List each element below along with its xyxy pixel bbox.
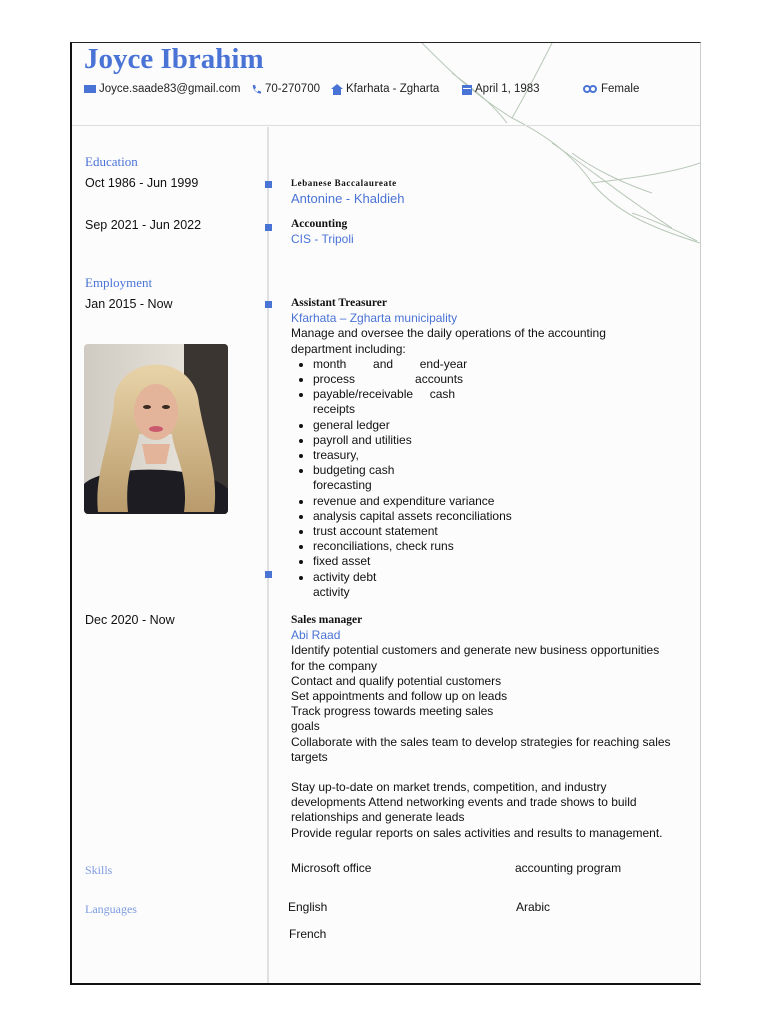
birth-text: April 1, 1983	[475, 83, 540, 95]
timeline-marker	[265, 571, 272, 578]
timeline-marker	[265, 224, 272, 231]
duty-item: • general ledger	[313, 418, 696, 433]
duty-item: • month and end-year	[313, 357, 696, 372]
education-entry-2	[291, 217, 696, 247]
duties-list	[291, 357, 696, 600]
home-icon	[331, 84, 343, 95]
header-divider	[72, 125, 700, 126]
sales-line: Identify potential customers and generate new business opportunities	[291, 643, 660, 658]
skill-item: accounting program	[515, 861, 622, 875]
candidate-name: Joyce Ibrahim	[84, 43, 264, 75]
employment-title-2: Sales manager	[291, 614, 363, 626]
employment-intro-1: Manage and oversee the daily operations of the accounting department including:	[291, 326, 606, 356]
skill-item: Microsoft office	[291, 861, 372, 875]
duty-item: receipts	[313, 402, 356, 417]
resume-page	[70, 42, 701, 985]
language-item: Arabic	[516, 900, 551, 914]
employment-place-1: Kfarhata – Zgharta municipality	[291, 311, 458, 326]
phone-contact	[251, 83, 320, 95]
language-item: English	[288, 900, 328, 914]
duty-item: • payroll and utilities	[313, 433, 696, 448]
sales-line: Contact and qualify potential customers	[291, 673, 502, 688]
education-entry-1	[291, 176, 696, 206]
employment-entry-2	[291, 613, 701, 841]
duty-item: • payable/receivable cash	[313, 387, 696, 402]
sales-line: Stay up-to-date on market trends, competition, and industry	[291, 780, 607, 795]
sales-line: for the company	[291, 658, 378, 673]
education-title-2: Accounting	[291, 218, 348, 230]
education-title-1: Lebanese Baccalaureate	[291, 178, 397, 188]
sales-line: goals	[291, 719, 320, 734]
envelope-icon	[84, 84, 96, 94]
duty-item: • budgeting cash	[313, 463, 696, 478]
phone-text: 70-270700	[265, 83, 320, 95]
sales-line: developments Attend networking events and trade shows to build	[291, 795, 637, 810]
gender-text: Female	[601, 83, 640, 95]
duty-item: • reconciliations, check runs	[313, 539, 696, 554]
timeline-line	[267, 127, 269, 983]
education-place-1: Antonine - Khaldieh	[291, 191, 405, 207]
sales-line: Set appointments and follow up on leads	[291, 689, 508, 704]
skills-heading: Skills	[85, 863, 113, 877]
sales-line	[291, 765, 701, 780]
sales-line: targets	[291, 749, 328, 764]
employment-date-2: Dec 2020 - Now	[85, 613, 175, 627]
sales-responsibilities	[291, 643, 701, 840]
sales-line: Track progress towards meeting sales	[291, 704, 494, 719]
phone-icon	[251, 84, 262, 95]
timeline-marker	[265, 181, 272, 188]
language-item: French	[289, 927, 327, 941]
gender-contact	[582, 83, 639, 95]
sales-line: Collaborate with the sales team to develop strategies for reaching sales	[291, 734, 671, 749]
duty-item: • process accounts	[313, 372, 696, 387]
duty-item: • revenue and expenditure variance	[313, 494, 696, 509]
profile-photo	[84, 344, 228, 514]
education-heading: Education	[85, 154, 138, 169]
employment-place-2: Abi Raad	[291, 628, 341, 643]
sales-line: relationships and generate leads	[291, 810, 465, 825]
duty-item: activity	[313, 584, 350, 599]
timeline-marker	[265, 301, 272, 308]
employment-heading: Employment	[85, 275, 153, 290]
education-date-1: Oct 1986 - Jun 1999	[85, 176, 199, 190]
employment-date-1: Jan 2015 - Now	[85, 297, 173, 311]
education-date-2: Sep 2021 - Jun 2022	[85, 218, 202, 232]
education-place-2: CIS - Tripoli	[291, 232, 354, 247]
gender-icon	[582, 84, 598, 95]
employment-title-1: Assistant Treasurer	[291, 297, 387, 309]
employment-entry-1	[291, 296, 696, 600]
address-contact	[331, 83, 439, 95]
duty-item: • activity debt	[313, 570, 696, 585]
languages-heading: Languages	[85, 902, 137, 916]
duty-item: • analysis capital assets reconciliations	[313, 509, 696, 524]
duty-item: • trust account statement	[313, 524, 696, 539]
duty-item: forecasting	[313, 478, 372, 493]
sales-line: Provide regular reports on sales activities and results to management.	[291, 825, 663, 840]
calendar-icon	[462, 84, 472, 95]
email-contact	[84, 83, 240, 95]
email-text: Joyce.saade83@gmail.com	[99, 83, 241, 95]
duty-item: • treasury,	[313, 448, 696, 463]
duty-item: • fixed asset	[313, 554, 696, 569]
address-text: Kfarhata - Zgharta	[346, 83, 440, 95]
birth-contact	[462, 83, 540, 95]
